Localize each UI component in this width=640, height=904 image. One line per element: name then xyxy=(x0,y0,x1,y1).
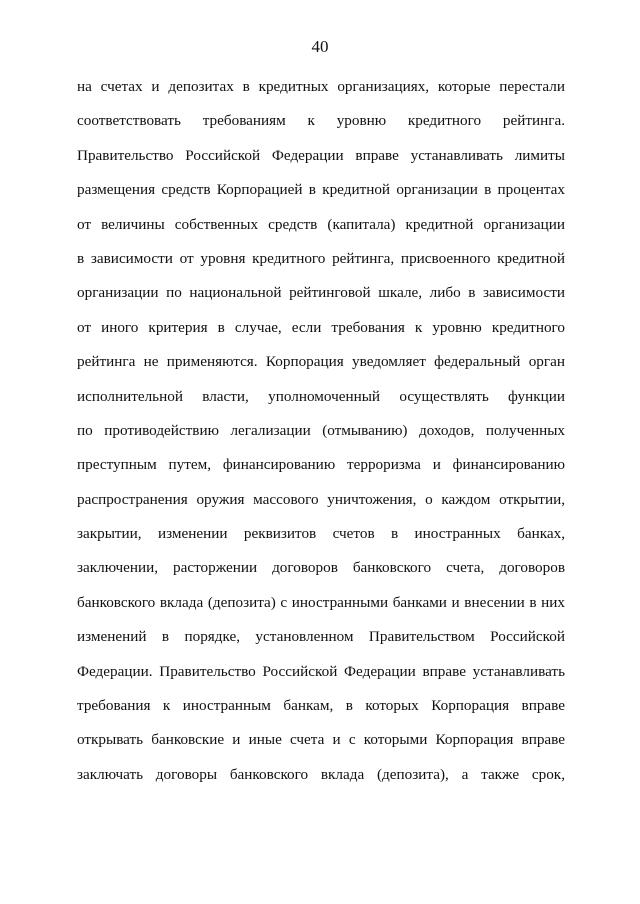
body-text xyxy=(77,76,565,798)
text-line: организации по национальной рейтинговой шкале, либо в зависимости xyxy=(77,284,565,302)
text-line: рейтинга не применяются. Корпорация уведомляет федеральный орган xyxy=(77,353,565,371)
text-line: исполнительной власти, уполномоченный осуществлять функции xyxy=(77,387,565,405)
text-line: соответствовать требованиям к уровню кредитного рейтинга. xyxy=(77,112,565,130)
text-line: на счетах и депозитах в кредитных организациях, которые перестали xyxy=(77,78,565,95)
text-line: банковского вклада (депозита) с иностранными банками и внесении в них xyxy=(77,593,565,611)
text-line: заключать договоры банковского вклада (депозита), а также срок, xyxy=(77,765,565,783)
text-line: Федерации. Правительство Российской Федерации вправе устанавливать xyxy=(77,662,565,680)
text-line: размещения средств Корпорацией в кредитной организации в процентах xyxy=(77,181,565,199)
text-line: закрытии, изменении реквизитов счетов в иностранных банках, xyxy=(77,525,565,543)
text-line: преступным путем, финансированию терроризма и финансированию xyxy=(77,456,565,474)
text-line: распространения оружия массового уничтожения, о каждом открытии, xyxy=(77,490,565,508)
text-line: изменений в порядке, установленном Правительством Российской xyxy=(77,628,565,646)
text-line: от иного критерия в случае, если требования к уровню кредитного xyxy=(77,318,565,336)
text-line: по противодействию легализации (отмыванию) доходов, полученных xyxy=(77,421,565,439)
text-line: в зависимости от уровня кредитного рейтинга, присвоенного кредитной xyxy=(77,249,565,267)
text-line: Правительство Российской Федерации вправе устанавливать лимиты xyxy=(77,146,565,164)
text-line: открывать банковские и иные счета и с которыми Корпорация вправе xyxy=(77,731,565,749)
text-line: от величины собственных средств (капитала) кредитной организации xyxy=(77,215,565,233)
text-line: требования к иностранным банкам, в которых Корпорация вправе xyxy=(77,697,565,715)
text-line: заключении, расторжении договоров банковского счета, договоров xyxy=(77,559,565,577)
page-number: 40 xyxy=(311,37,329,56)
